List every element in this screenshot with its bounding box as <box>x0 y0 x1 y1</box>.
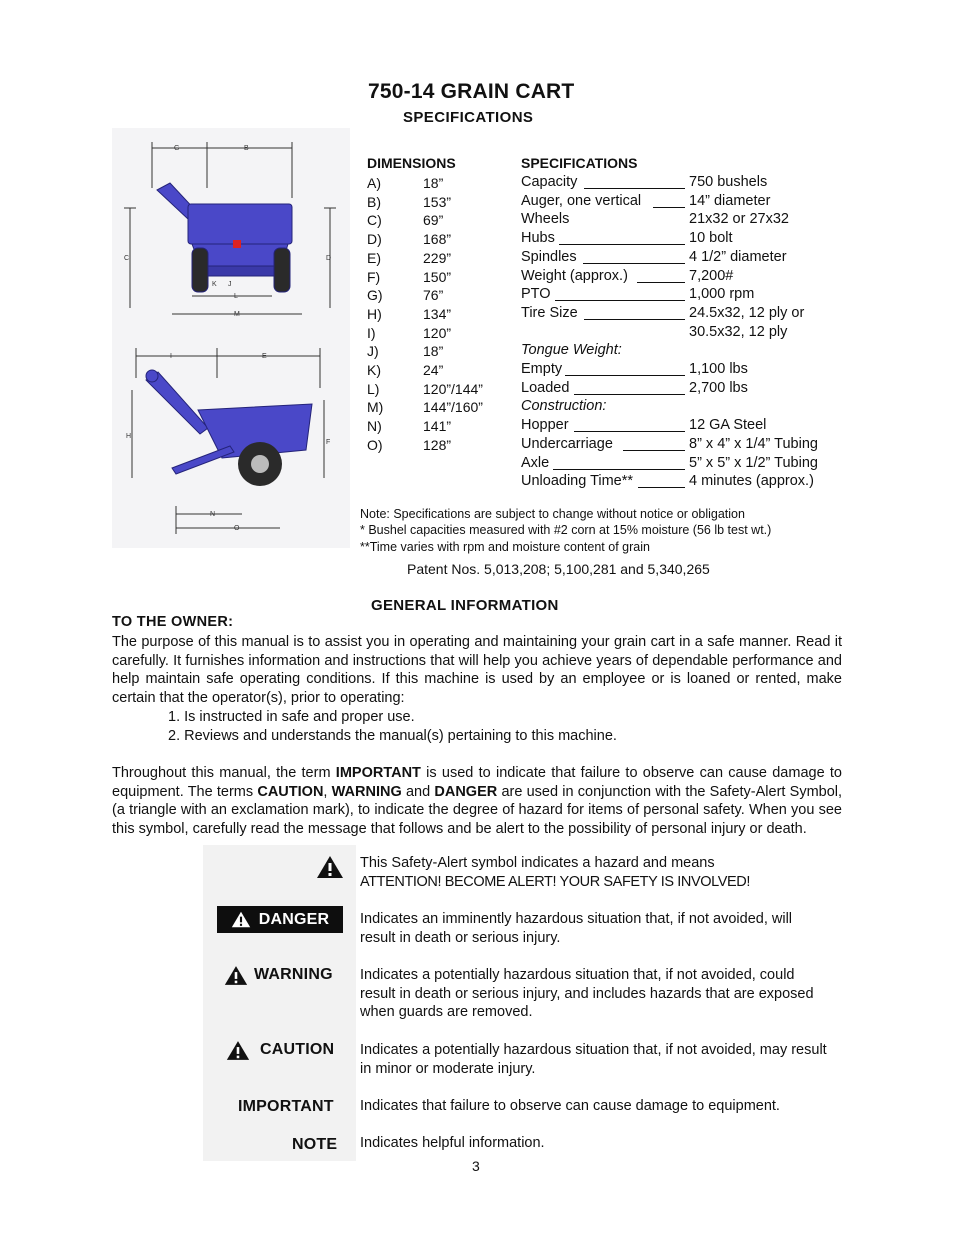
note-line-2: * Bushel capacities measured with #2 corn at 15% moisture (56 lb test wt.) <box>360 523 772 537</box>
spec-row: PTO 1,000 rpm <box>521 286 755 303</box>
dim-label-i: I <box>170 353 172 360</box>
patent-numbers: Patent Nos. 5,013,208; 5,100,281 and 5,340,265 <box>407 561 710 577</box>
spec-row: Loaded 2,700 lbs <box>521 379 748 396</box>
danger-signal-label: DANGER <box>217 906 343 933</box>
spec-row: Hopper 12 GA Steel <box>521 417 767 434</box>
spec-row: Unloading Time** 4 minutes (approx.) <box>521 473 814 490</box>
term-warning: WARNING <box>331 783 402 800</box>
specifications-heading: SPECIFICATIONS <box>521 155 638 171</box>
caution-signal-label: CAUTION <box>226 1038 334 1062</box>
spec-row: Construction: <box>521 398 607 415</box>
alert-description-2: ATTENTION! BECOME ALERT! YOUR SAFETY IS INVOLVED! <box>360 874 750 890</box>
term-caution: CAUTION <box>257 783 324 800</box>
page-subtitle: SPECIFICATIONS <box>403 109 534 126</box>
safety-alert-icon <box>316 855 344 879</box>
spec-row: Auger, one vertical 14” diameter <box>521 192 771 209</box>
page-title: 750-14 GRAIN CART <box>368 80 575 103</box>
warning-description: Indicates a potentially hazardous situation that, if not avoided, could result in death or serious injury, and includes hazards that are exposed when guards are removed. <box>360 967 814 1021</box>
caution-description: Indicates a potentially hazardous situation that, if not avoided, may result in minor or moderate injury. <box>360 1042 827 1077</box>
spec-row: Capacity 750 bushels <box>521 174 768 190</box>
note-description: Indicates helpful information. <box>360 1135 545 1151</box>
dimensions-heading: DIMENSIONS <box>367 155 456 171</box>
spec-row: Empty 1,100 lbs <box>521 361 748 377</box>
dim-label-e: E <box>262 353 267 360</box>
important-signal-label: IMPORTANT <box>238 1098 334 1115</box>
dim-label-c: C <box>124 255 130 262</box>
grain-cart-illustration <box>112 128 350 548</box>
spec-row: Tire Size 24.5x32, 12 ply or <box>521 304 805 321</box>
spec-row: Spindles 4 1/2” diameter <box>521 248 787 265</box>
dim-label-j: J <box>228 281 232 288</box>
dim-label-b: B <box>244 145 249 152</box>
warning-signal-label: WARNING <box>224 963 333 987</box>
list-item: 1. Is instructed in safe and proper use. <box>168 709 415 725</box>
term-important: IMPORTANT <box>335 765 421 781</box>
spec-row: Axle 5” x 5” x 1/2” Tubing <box>521 454 818 471</box>
dim-label-n: N <box>210 511 216 518</box>
spec-row: Weight (approx.) 7,200# <box>521 267 734 284</box>
page-number: 3 <box>472 1158 480 1174</box>
spec-row: Hubs 10 bolt <box>521 230 733 247</box>
spec-row: Tongue Weight: <box>521 342 622 359</box>
spec-row: 30.5x32, 12 ply <box>689 323 788 340</box>
spec-row: Wheels 21x32 or 27x32 <box>521 211 789 228</box>
dim-label-k: K <box>212 281 217 288</box>
dim-label-o: O <box>234 525 240 532</box>
note-line-3: **Time varies with rpm and moisture content of grain <box>360 540 650 554</box>
owner-paragraph: The purpose of this manual is to assist you in operating and maintaining your grain cart in a safe manner. Read it carefully. It furnishes information and instructions that will help you achieve years of dependable performance and help maintain safe operating conditions. If this machine is used by an employee or is loaned or rented, make certain that the operator(s), prior to operating: <box>112 634 842 707</box>
term-danger: DANGER <box>434 783 498 800</box>
dim-label-m: M <box>234 311 240 318</box>
reflector-icon <box>233 240 241 248</box>
to-the-owner-heading: TO THE OWNER: <box>112 614 234 630</box>
side-cart <box>146 370 312 474</box>
safety-alert-icon <box>224 965 248 986</box>
safety-alert-icon <box>226 1040 250 1061</box>
dim-label-l: L <box>234 293 238 300</box>
general-information-heading: GENERAL INFORMATION <box>371 597 559 614</box>
list-item: 2. Reviews and understands the manual(s) pertaining to this machine. <box>168 728 617 744</box>
danger-description: Indicates an imminently hazardous situation that, if not avoided, will result in death or serious injury. <box>360 911 793 946</box>
important-description: Indicates that failure to observe can cause damage to equipment. <box>360 1098 780 1114</box>
front-cart <box>157 183 292 292</box>
dim-label-g: G <box>174 145 180 152</box>
spec-row: Undercarriage 8” x 4” x 1/4” Tubing <box>521 435 818 452</box>
side-hub <box>251 455 269 473</box>
terms-paragraph: Throughout this manual, the term IMPORTANT is used to indicate that failure to observe can cause damage to equipment. The terms CAUTION, WARNING and DANGER are used in conjunction with the Safety-Alert Symbol, (a triangle with an exclamation mark), to indicate the degree of hazard for items of personal safety. When you see this symbol, carefully read the message that follows and be alert to the possibility of personal injury or death. <box>112 765 843 838</box>
grain-cart-diagram <box>112 128 350 548</box>
note-line-1: Note: Specifications are subject to change without notice or obligation <box>360 507 745 521</box>
dim-label-h: H <box>126 433 132 440</box>
dim-label-d: D <box>326 255 332 262</box>
dim-label-f: F <box>326 439 331 446</box>
alert-description-1: This Safety-Alert symbol indicates a hazard and means <box>360 855 715 871</box>
safety-alert-icon <box>231 911 251 928</box>
note-signal-label: NOTE <box>292 1136 338 1153</box>
